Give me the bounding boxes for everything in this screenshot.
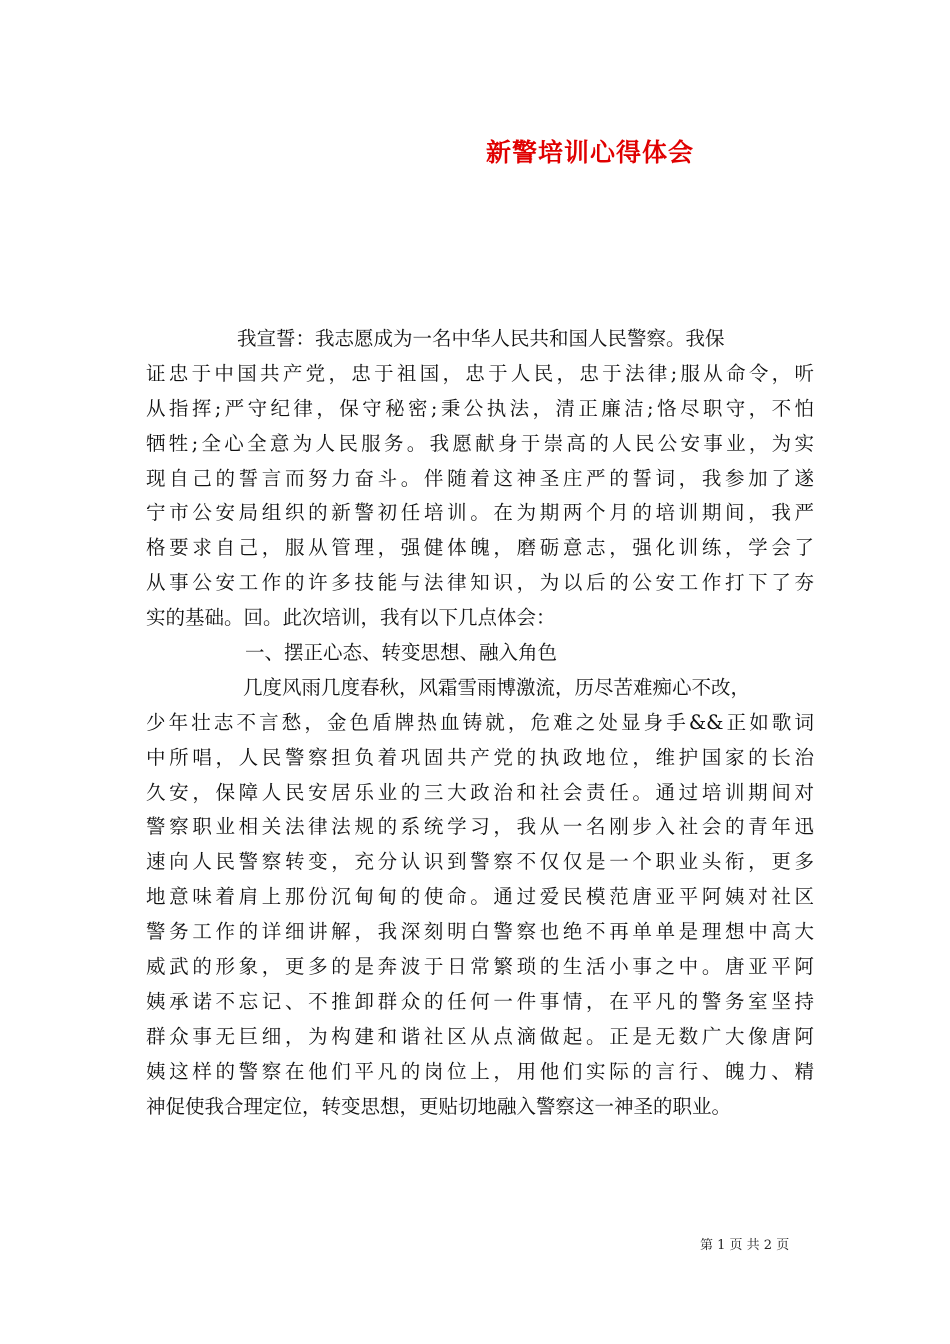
paragraph-line: 中所唱，人民警察担负着巩固共产党的执政地位，维护国家的长治: [146, 745, 814, 769]
paragraph-line: 现自己的誓言而努力奋斗。伴随着这神圣庄严的誓词，我参加了遂: [146, 466, 814, 490]
paragraph-line: 姨这样的警察在他们平凡的岗位上，用他们实际的言行、魄力、精: [146, 1059, 814, 1083]
page-indicator: 第 1 页 共 2 页: [700, 1238, 790, 1253]
paragraph-line: 威武的形象，更多的是奔波于日常繁琐的生活小事之中。唐亚平阿: [146, 955, 814, 979]
paragraph-line: 地意味着肩上那份沉甸甸的使命。通过爱民模范唐亚平阿姨对社区: [146, 885, 814, 909]
paragraph-line: 神促使我合理定位，转变思想，更贴切地融入警察这一神圣的职业。: [146, 1094, 732, 1118]
paragraph-line: 牺牲;全心全意为人民服务。我愿献身于崇高的人民公安事业，为实: [146, 431, 814, 455]
paragraph-line: 姨承诺不忘记、不推卸群众的任何一件事情，在平凡的警务室坚持: [146, 989, 814, 1013]
document-title: 新警培训心得体会: [485, 138, 694, 167]
paragraph-line: 从指挥;严守纪律，保守秘密;秉公执法，清正廉洁;恪尽职守，不怕: [146, 396, 814, 420]
paragraph-line: 从事公安工作的许多技能与法律知识，为以后的公安工作打下了夯: [146, 571, 814, 595]
document-body: [146, 322, 814, 1124]
paragraph-line: 几度风雨几度春秋，风霜雪雨博激流，历尽苦难痴心不改，: [243, 675, 751, 699]
paragraph-line: 证忠于中国共产党，忠于祖国，忠于人民，忠于法律;服从命令，听: [146, 361, 814, 385]
paragraph-line: 少年壮志不言愁，金色盾牌热血铸就，危难之处显身手&&正如歌词: [146, 710, 814, 734]
paragraph-line: 我宣誓：我志愿成为一名中华人民共和国人民警察。我保: [237, 327, 725, 350]
paragraph-line: 格要求自己，服从管理，强健体魄，磨砺意志，强化训练，学会了: [146, 536, 814, 560]
paragraph-line: 宁市公安局组织的新警初任培训。在为期两个月的培训期间，我严: [146, 501, 814, 525]
paragraph-line: 警务工作的详细讲解，我深刻明白警察也绝不再单单是理想中高大: [146, 920, 814, 944]
paragraph-line: 实的基础。回。此次培训，我有以下几点体会：: [146, 606, 556, 630]
section-heading: 一、摆正心态、转变思想、融入角色: [245, 641, 558, 665]
paragraph-line: 警察职业相关法律法规的系统学习，我从一名刚步入社会的青年迅: [146, 815, 814, 839]
paragraph-line: 群众事无巨细，为构建和谐社区从点滴做起。正是无数广大像唐阿: [146, 1024, 814, 1048]
paragraph-line: 久安，保障人民安居乐业的三大政治和社会责任。通过培训期间对: [146, 780, 814, 804]
paragraph-line: 速向人民警察转变，充分认识到警察不仅仅是一个职业头衔，更多: [146, 850, 814, 874]
